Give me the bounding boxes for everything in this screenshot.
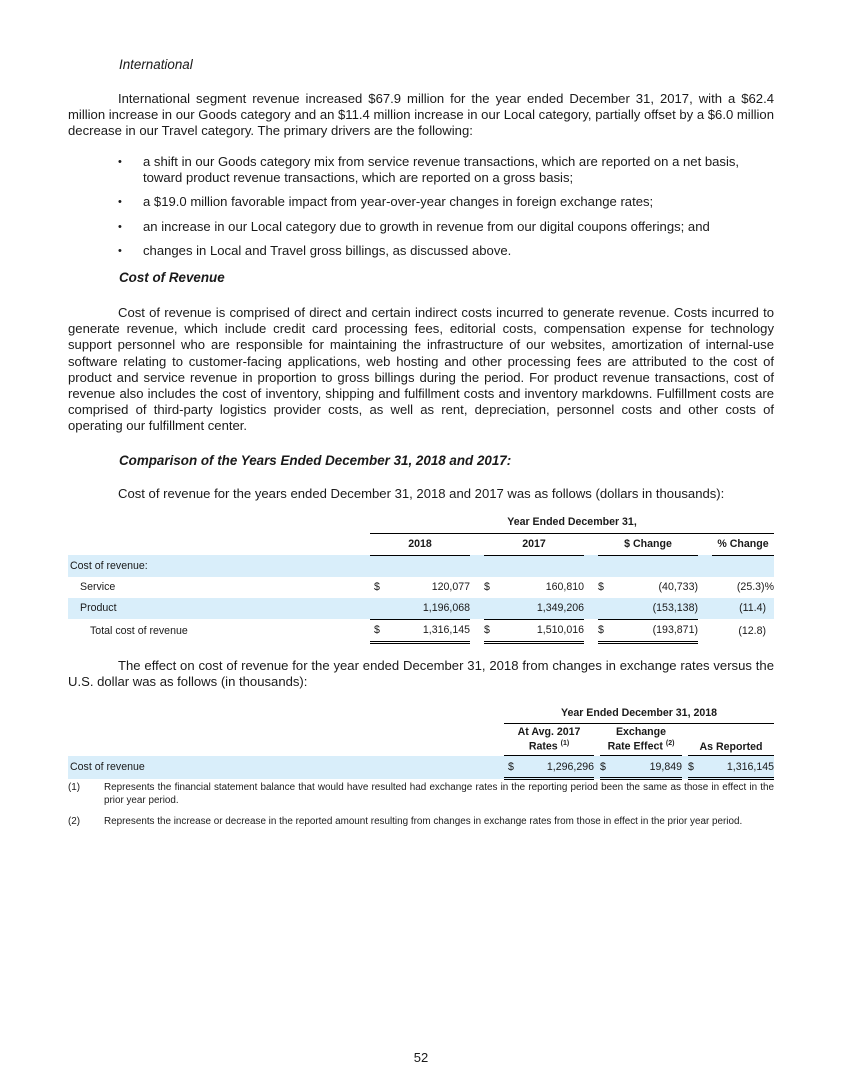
bullet-icon: • [118, 244, 122, 257]
cell-pct: (11.4) [712, 598, 774, 620]
cell-2017: 1,510,016 [496, 619, 584, 642]
page-number: 52 [413, 1050, 429, 1065]
cell-2017: 160,810 [545, 581, 584, 593]
column-header-2017: 2017 [484, 533, 584, 555]
international-heading: International [119, 57, 193, 72]
column-header-percent-change: % Change [712, 533, 774, 555]
cost-of-revenue-table [68, 511, 774, 644]
cell-pct: (25.3)% [736, 581, 774, 593]
column-header-as-reported: As Reported [688, 724, 774, 756]
table-row [68, 619, 774, 642]
dollar-sign: $ [600, 756, 612, 779]
column-header-2018: 2018 [370, 533, 470, 555]
bullet-icon: • [118, 196, 122, 209]
cell-fx-effect: 19,849 [612, 756, 682, 779]
table-group-header: Year Ended December 31, 2018 [504, 702, 774, 724]
bullet-item: • an increase in our Local category due to growth in revenue from our digital coupons offerings; and [118, 218, 710, 234]
dollar-sign: $ [688, 756, 700, 779]
bullet-item: • changes in Local and Travel gross billings, as discussed above. [118, 242, 512, 258]
cost-of-revenue-heading: Cost of Revenue [119, 270, 225, 285]
cell-2018: 1,316,145 [382, 619, 470, 642]
footnote-2: (2) Represents the increase or decrease in the reported amount resulting from changes in exchange rates from those in effect in the prior year period. [68, 816, 743, 827]
row-label: Product [68, 598, 370, 620]
cell-2018: 120,077 [431, 581, 470, 593]
table-row [68, 577, 774, 598]
international-bullet-list [118, 154, 778, 267]
row-label: Total cost of revenue [90, 624, 188, 637]
cost-of-revenue-paragraph: Cost of revenue is comprised of direct and certain indirect costs incurred to generate revenue. Costs incurred to generate revenue, which include credit card processing fees, editorial costs, compensation expense for technology support personnel who are responsible for maintaining the infrastructure of our websites, amortization of internal-use software relating to customer-facing applications, web hosting and other processing fees are attributed to the cost of product and service revenue in proportion to gross billings during the period. For product revenue transactions, cost of revenue also includes the cost of inventory, shipping and fulfillment costs and inventory markdowns. Fulfillment costs are comprised of third-party logistics provider costs, as well as rent, depreciation, personnel costs and other costs of operating our fulfillment center. [68, 305, 774, 434]
table-group-header: Year Ended December 31, [370, 511, 774, 533]
cell-change: (193,871) [610, 619, 698, 642]
dollar-sign: $ [598, 619, 610, 642]
footnote-1: (1) Represents the financial statement balance that would have resulted had exchange rates in the reporting period been the same as those in effect in the prior year period. [68, 782, 774, 806]
section-label: Cost of revenue: [68, 555, 774, 577]
fx-paragraph: The effect on cost of revenue for the year ended December 31, 2018 from changes in exchange rates versus the U.S. dollar was as follows (in thousands): [68, 658, 774, 690]
cell-2018: 1,196,068 [382, 598, 470, 620]
bullet-item: • a shift in our Goods category mix from service revenue transactions, which are reported on a net basis, toward product revenue transactions, which are reported on a gross basis; [118, 154, 740, 186]
bullet-icon: • [118, 156, 122, 168]
dollar-sign: $ [374, 581, 380, 593]
dollar-sign: $ [484, 581, 490, 593]
table-row [68, 555, 774, 577]
column-header-avg-rates: At Avg. 2017 Rates $^{(1)}$ [504, 724, 594, 756]
cell-2017: 1,349,206 [496, 598, 584, 620]
column-header-dollar-change: $ Change [598, 533, 698, 555]
cell-as-reported: 1,316,145 [700, 756, 774, 779]
cell-avg-rates: 1,296,296 [516, 756, 594, 779]
bullet-icon: • [118, 220, 122, 233]
exchange-rate-table [68, 702, 774, 780]
table-row [68, 598, 774, 620]
cell-change: (40,733) [658, 581, 698, 593]
comparison-paragraph: Cost of revenue for the years ended December 31, 2018 and 2017 was as follows (dollars in thousands): [118, 486, 725, 501]
column-header-rate-effect: Exchange Rate Effect $^{(2)}$ [600, 724, 682, 756]
dollar-sign: $ [370, 619, 382, 642]
dollar-sign: $ [484, 619, 496, 642]
table-row [68, 756, 774, 779]
international-paragraph: International segment revenue increased $67.9 million for the year ended December 31, 2017, with a $62.4 million increase in our Goods category and an $11.4 million increase in our Local category, partially offset by a $6.0 million decrease in our Travel category. The primary drivers are the following: [68, 91, 774, 139]
row-label: Cost of revenue [68, 756, 504, 779]
dollar-sign: $ [598, 581, 604, 593]
dollar-sign: $ [504, 756, 516, 779]
cell-change: (153,138) [610, 598, 698, 620]
comparison-heading: Comparison of the Years Ended December 31, 2018 and 2017: [119, 453, 512, 468]
bullet-item: • a $19.0 million favorable impact from year-over-year changes in foreign exchange rates; [118, 194, 654, 210]
cell-pct: (12.8) [738, 624, 766, 637]
row-label: Service [80, 581, 116, 593]
